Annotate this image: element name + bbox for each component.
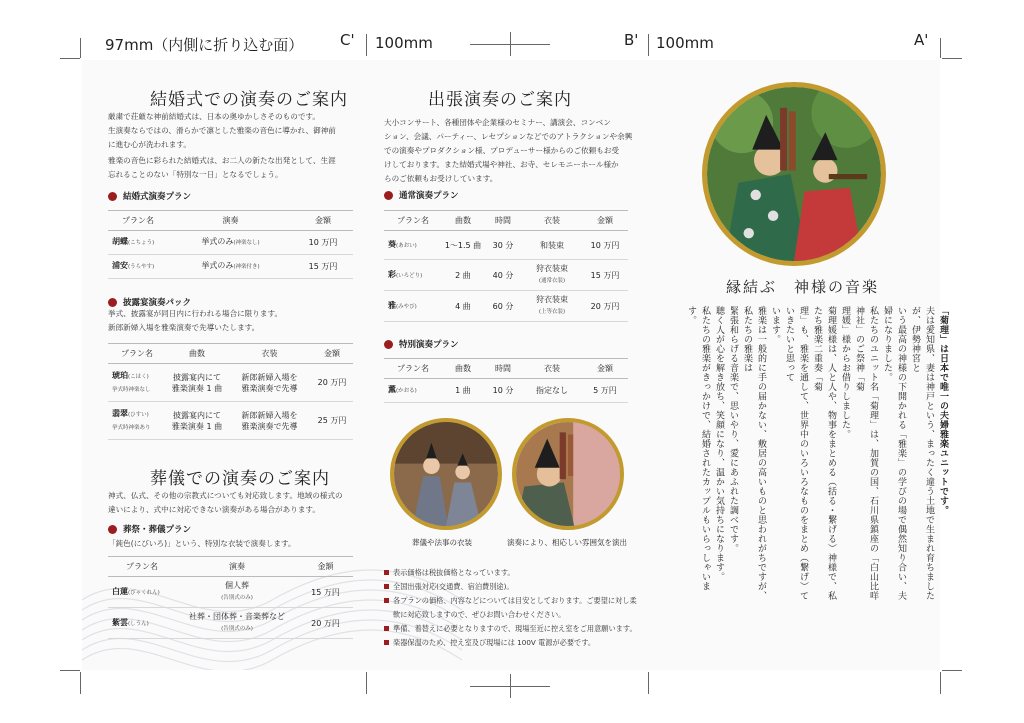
crop-mark [940, 38, 941, 58]
wedding-plan-table: プラン名 演奏 金額 胡蝶(こちょう) 挙式のみ(神楽なし) 10 万円 浦安(うらやす) 挙式のみ(神楽付き) 15 万円 [108, 210, 353, 279]
bullet-square-icon [384, 640, 389, 645]
outreach-title: 出張演奏のご案内 [428, 90, 572, 110]
fold-mark-label: B' [624, 31, 639, 49]
special-plan-heading: 特別演奏プラン [384, 338, 459, 350]
funeral-plan-table: プラン名 演奏 金額 白蓮(びゃくれん) 個人葬 (告別式のみ) 15 万円 紫雲(しうん) 社葬・団体葬・音楽葬など (告別式のみ) 20 万円 [108, 556, 353, 639]
table-row: 翡翠(ひすい) 挙式時神楽あり 披露宴内にて 雅楽演奏 1 曲 新郎新婦入場を 雅楽演奏で先導 25 万円 [108, 402, 353, 440]
funeral-note: 「鈍色(にびいろ)」という、特別な衣装で演奏します。 [108, 539, 296, 548]
panel-width-label: 97mm（内側に折り込む面） [105, 36, 304, 54]
panel-width-label: 100mm [656, 34, 714, 52]
crop-mark [60, 58, 80, 59]
wedding-plan-heading: 結婚式演奏プラン [108, 190, 191, 202]
bullet-square-icon [384, 584, 389, 589]
list-item: 楽器保温のため、控え室及び現場には 100V 電源が必要です。 [384, 636, 637, 650]
crop-mark [80, 38, 81, 58]
fold-mark [648, 34, 649, 56]
table-row: 雅(みやび) 4 曲 60 分 狩衣装束 (上等衣装) 20 万円 [384, 291, 628, 322]
bullet-dot-icon [384, 191, 393, 200]
special-plan-table: プラン名 曲数 時間 衣装 金額 薫(かおる) 1 曲 10 分 指定なし 5 万円 [384, 358, 628, 403]
intro-title: 縁結ぶ 神様の音楽 [726, 278, 880, 296]
notes-list [384, 566, 637, 650]
bullet-dot-icon [108, 192, 117, 201]
table-row: 琥珀(こはく) 挙式時神楽なし 披露宴内にて 雅楽演奏 1 曲 新郎新婦入場を 雅楽演奏で先導 20 万円 [108, 364, 353, 402]
bullet-square-icon [384, 570, 389, 575]
party-plan-heading: 披露宴演奏パック [108, 296, 191, 308]
photo-caption: 演奏により、相応しい雰囲気を演出 [507, 538, 627, 547]
crop-mark [510, 32, 511, 56]
funeral-intro: 神式、仏式、その他の宗教式についても対応致します。地域の様式の 違いにより、式中に対応できない演奏がある場合があります。 [108, 491, 343, 514]
list-item: 全国出張対応(交通費、宿泊費別途)。 [384, 580, 637, 594]
party-plan-table: プラン名 曲数 衣装 金額 琥珀(こはく) 挙式時神楽なし 披露宴内にて 雅楽演奏 1 曲 新郎新婦入場を 雅楽演奏で先導 20 万円 翡翠(ひすい) 挙式時神楽あり 披露宴内にて 雅楽演奏 1 曲 新郎新婦入場を 雅楽演奏で先導 25 万円 [108, 343, 353, 440]
table-row: 薫(かおる) 1 曲 10 分 指定なし 5 万円 [384, 379, 628, 403]
bullet-dot-icon [108, 298, 117, 307]
fold-mark-label: A' [914, 31, 929, 49]
crop-mark [942, 58, 962, 59]
table-row: 彩(いろどり) 2 曲 40 分 狩衣装束 (通常衣装) 15 万円 [384, 260, 628, 291]
party-intro: 挙式、披露宴が同日内に行われる場合に限ります。 新郎新婦入場を雅楽演奏で先導いたします。 [108, 309, 283, 332]
crop-mark [80, 672, 81, 694]
table-row: 胡蝶(こちょう) 挙式のみ(神楽なし) 10 万円 [108, 231, 353, 255]
crop-mark [510, 674, 511, 698]
normal-plan-heading: 通常演奏プラン [384, 189, 459, 201]
outreach-intro: 大小コンサート、各種団体や企業様のセミナー、講演会、コンベン ション、会議、パーティー、レセプションなどでのアトラクションや余興 での演奏やプロダクション様、プロデューサー様からのご依頼もお受 けしております。また結婚式場や神社、お寺、セレモニーホール様か らのご依頼もお受けしています。 [384, 118, 633, 183]
bullet-square-icon [384, 626, 389, 631]
funeral-title: 葬儀での演奏のご案内 [150, 469, 330, 489]
fold-mark [366, 672, 367, 694]
crop-mark [940, 672, 941, 694]
table-row: 浦安(うらやす) 挙式のみ(神楽付き) 15 万円 [108, 255, 353, 279]
list-item: 表示価格は税抜価格となっています。 [384, 566, 637, 580]
normal-plan-table: プラン名 曲数 時間 衣装 金額 葵(あおい) 1〜1.5 曲 30 分 和装束 10 万円 彩(いろどり) 2 曲 40 分 狩衣装束 (通常衣装) 15 万円 雅(みやび) 4 曲 60 分 狩衣装束 (上等衣装) 20 万円 [384, 210, 628, 322]
bullet-dot-icon [384, 340, 393, 349]
table-row: 葵(あおい) 1〜1.5 曲 30 分 和装束 10 万円 [384, 231, 628, 260]
bullet-dot-icon [108, 525, 117, 534]
bullet-square-icon [384, 598, 389, 603]
funeral-plan-heading: 葬祭・葬儀プラン [108, 523, 191, 535]
funeral-costume-photo [390, 418, 502, 530]
wedding-title: 結婚式での演奏のご案内 [150, 90, 348, 110]
list-item: 各プランの価格、内容などについては目安としております。ご要望に対し柔 [384, 594, 637, 608]
crop-mark [942, 670, 962, 671]
fold-mark-label: C' [340, 31, 355, 49]
panel-width-label: 100mm [375, 34, 433, 52]
fold-mark [366, 34, 367, 56]
crop-mark [60, 670, 80, 671]
performers-photo [702, 82, 886, 266]
table-row: 紫雲(しうん) 社葬・団体葬・音楽葬など (告別式のみ) 20 万円 [108, 608, 353, 639]
table-row: 白蓮(びゃくれん) 個人葬 (告別式のみ) 15 万円 [108, 577, 353, 608]
photo-caption: 葬儀や法事の衣装 [412, 538, 472, 547]
intro-text: 「菊理」は日本で唯一の夫婦雅楽ユニットです。 夫は愛知県、妻は神戸という、まったく違う土地で生まれ育ちましたが、伊勢神宮と いう最高の神様の下開かれる「雅楽」の学びの場で偶然知り合い、夫婦になりました。 私たちのユニット名「菊理」は、加賀の国、石川県鎮座の「白山比咩神社」のご祭神「菊 理媛」様からお借りしました。 菊理媛様は、人と人や、物事をまとめる（括る・繋げる）神様で、私たち雅楽二重奏「菊 理」も、雅楽を通して、世界中のいろいろなものをまとめ（繋げ）ていきたいと思って います。 雅楽は一般的に手の届かない、敷居の高いものと思われがちですが、私たちの雅楽は 緊張和らげる音楽で、思いやり、愛にあふれた調べです。 聴く人が心を解き放ち、笑顔になり、温かい気持ちになります。 私たちの雅楽がきっかけで、結婚されたカップルもいらっしゃいます。 [686, 306, 948, 601]
performance-photo [512, 418, 624, 530]
list-item: 軟に対応致しますので、ぜひお問い合わせください。 [393, 610, 566, 619]
wedding-intro: 厳粛で荘厳な神前結婚式は、日本の奥ゆかしさそのものです。 生演奏ならではの、滑らかで凛とした雅楽の音色に導かれ、御神前 に進む心が洗われます。 雅楽の音色に彩られた結婚式は、お二人の新たな出発として、生涯 忘れることのない「特別な一日」となるでしょう。 [108, 112, 336, 179]
list-item: 準備、着替えに必要となりますので、現場至近に控え室をご用意願います。 [384, 622, 637, 636]
fold-mark [648, 672, 649, 694]
